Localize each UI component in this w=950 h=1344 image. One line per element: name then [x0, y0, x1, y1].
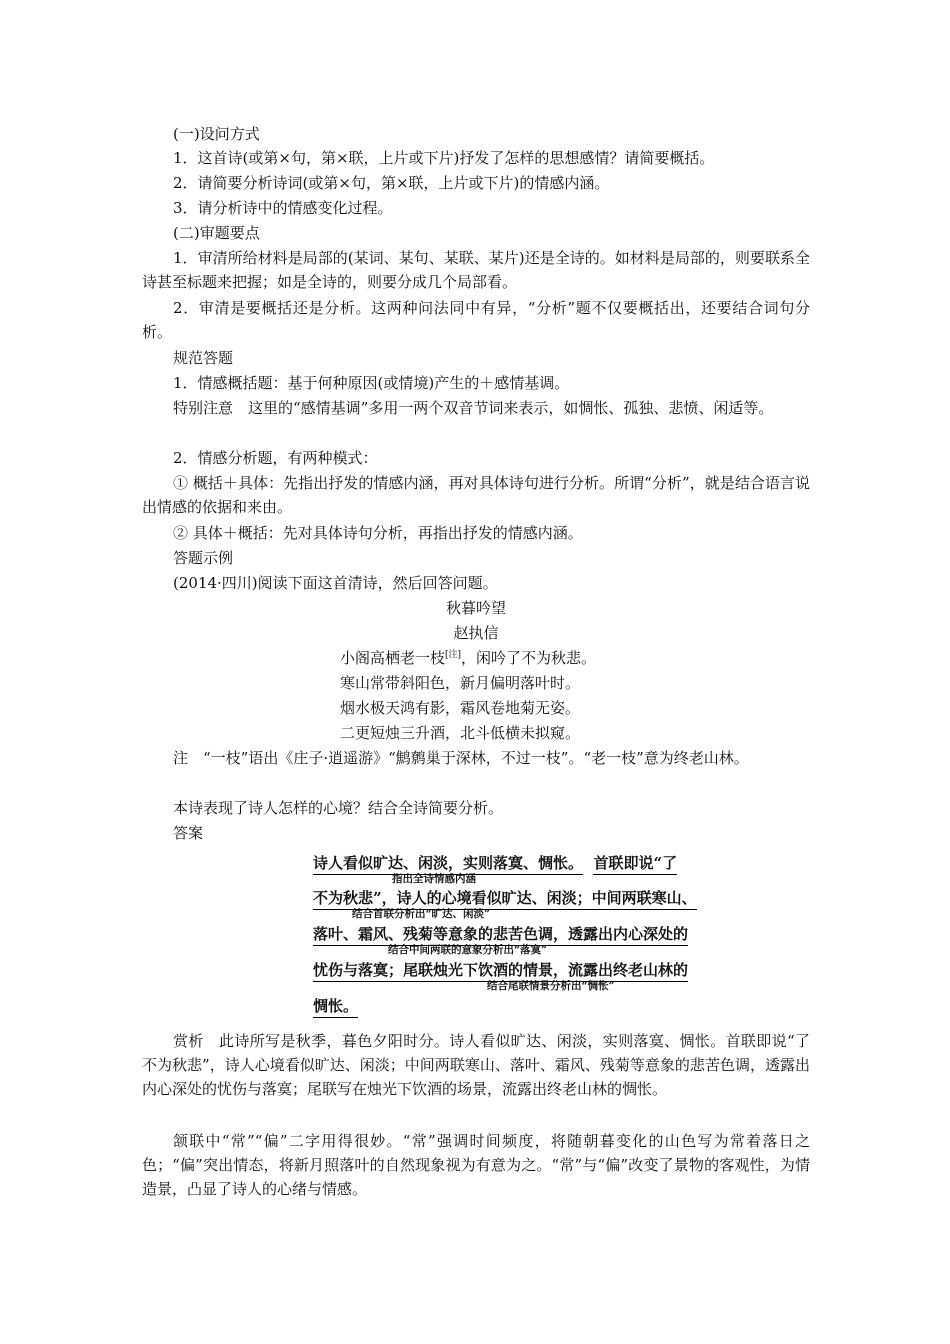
- question-type-2: 2．请简要分析诗词(或第×句，第×联，上片或下片)的情感内涵。: [173, 174, 610, 192]
- question-text: 本诗表现了诗人怎样的心境？结合全诗简要分析。: [173, 799, 504, 817]
- answer-row-5: 惆怅。: [313, 996, 358, 1018]
- question-type-1: 1．这首诗(或第×句，第×联，上片或下片)抒发了怎样的思想感情？请简要概括。: [173, 149, 715, 167]
- answer-annotation-3: 结合中间两联的意象分析出“落寞”: [388, 944, 548, 956]
- mode-2: ② 具体＋概括：先对具体诗句分析，再指出抒发的情感内涵。: [173, 524, 583, 542]
- section-heading-question-type: (一)设问方式: [173, 125, 260, 143]
- question-type-3: 3．请分析诗中的情感变化过程。: [173, 199, 393, 217]
- section-heading-standard-answer: 规范答题: [173, 349, 234, 367]
- answer-annotation-1: 指出全诗情感内涵: [392, 873, 476, 885]
- poem-author: 赵执信: [453, 624, 499, 642]
- key-point-2: 2．审清是要概括还是分析。这两种问法同中有异，“分析”题不仅要概括出，还要结合词句分析。: [142, 299, 810, 341]
- answer-rule-2: 2．情感分析题，有两种模式：: [173, 449, 378, 467]
- key-point-1: 1．审清所给材料是局部的(某词、某句、某联、某片)还是全诗的。如材料是局部的，则要联系全诗甚至标题来把握；如是全诗的，则要分成几个局部看。: [142, 249, 810, 291]
- footnote-marker: [注]: [445, 650, 462, 660]
- answer-row-2: 不为秋悲”，诗人的心境看似旷达、闲淡；中间两联寒山、: [313, 888, 697, 910]
- poem-title: 秋暮吟望: [445, 599, 506, 617]
- answer-annotation-4: 结合尾联情景分析出“惆怅”: [487, 980, 615, 992]
- poem-line-4: 二更短烛三升酒，北斗低横未拟窥。: [340, 724, 581, 742]
- answer-label: 答案: [173, 824, 204, 842]
- analysis-paragraph-2: 颔联中“常”“偏”二字用得很妙。“常”强调时间频度，将随朝暮变化的山色写为常着落日之色；“偏”突出情态，将新月照落叶的自然现象视为有意为之。“常”与“偏”改变了景物的客观性，为情造景，凸显了诗人的心绪与情感。: [142, 1132, 810, 1198]
- section-heading-key-points: (二)审题要点: [173, 224, 260, 242]
- answer-row-1: 诗人看似旷达、闲淡，实则落寞、惆怅。 首联即说“了: [313, 853, 677, 875]
- answer-annotation-2: 结合首联分析出“旷达、闲淡”: [352, 908, 491, 920]
- special-note: 特别注意 这里的“感情基调”多用一两个双音节词来表示，如惆怅、孤独、悲愤、闲适等。: [173, 399, 774, 417]
- analysis-paragraph-1: 赏析 此诗所写是秋季，暮色夕阳时分。诗人看似旷达、闲淡，实则落寞、惆怅。首联即说“了不为秋悲”，诗人心境看似旷达、闲淡；中间两联寒山、落叶、霜风、残菊等意象的悲苦色调，透露出内心深处的忧伤与落寞；尾联写在烛光下饮酒的场景，流露出终老山林的惆怅。: [142, 1032, 810, 1098]
- section-heading-example: 答题示例: [173, 549, 234, 567]
- poem-line-3: 烟水极天鸿有影，霜风卷地菊无姿。: [340, 699, 581, 717]
- poem-note: 注 “一枝”语出《庄子·逍遥游》“鹪鹩巢于深林，不过一枝”。“老一枝”意为终老山林。: [173, 749, 749, 767]
- answer-rule-1: 1．情感概括题：基于何种原因(或情境)产生的＋感情基调。: [173, 374, 570, 392]
- example-intro: (2014·四川)阅读下面这首清诗，然后回答问题。: [173, 574, 498, 592]
- answer-row-3: 落叶、霜风、残菊等意象的悲苦色调，透露出内心深处的: [313, 924, 688, 946]
- poem-line-2: 寒山常带斜阳色，新月偏明落叶时。: [340, 674, 581, 692]
- poem-line-1: 小阁高栖老一枝[注]，闲吟了不为秋悲。: [340, 649, 597, 667]
- answer-row-4: 忧伤与落寞；尾联烛光下饮酒的情景，流露出终老山林的: [313, 960, 688, 982]
- mode-1: ① 概括＋具体：先指出抒发的情感内涵，再对具体诗句进行分析。所谓“分析”，就是结合语言说出情感的依据和来由。: [142, 474, 810, 516]
